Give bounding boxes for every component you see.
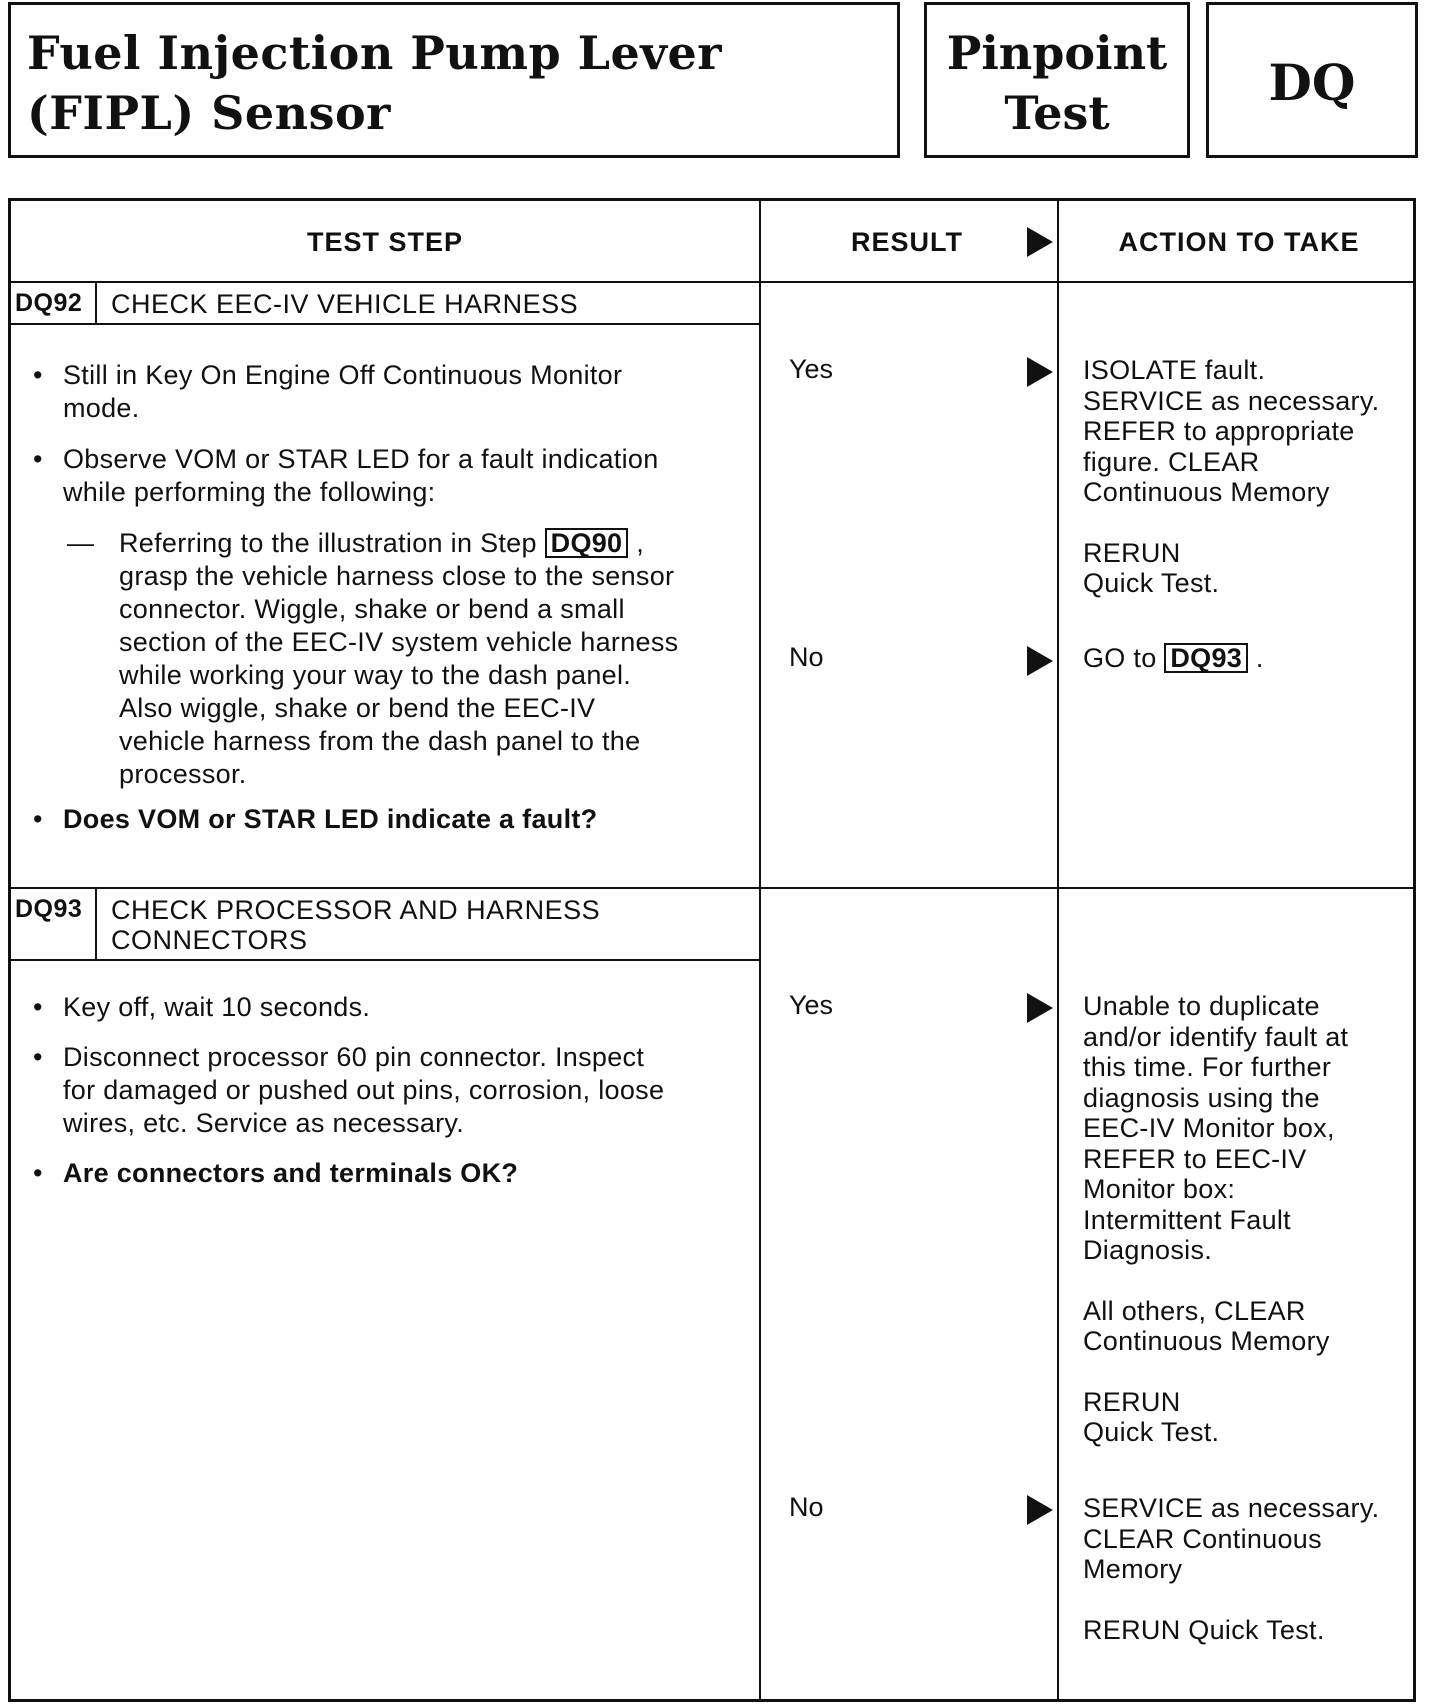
- result-yes: Yes: [789, 990, 834, 1020]
- instruction-line: wires, etc. Service as necessary.: [63, 1108, 465, 1138]
- step-code: DQ93: [15, 895, 83, 923]
- action-line: SERVICE as necessary.: [1083, 1493, 1380, 1523]
- action-text-period: .: [1255, 643, 1264, 673]
- result-no: No: [789, 1492, 824, 1522]
- dash-icon: —: [67, 528, 94, 558]
- instruction-line: Disconnect processor 60 pin connector. Inspect: [63, 1042, 645, 1072]
- column-header-result: [761, 201, 1057, 283]
- instruction-line: section of the EEC-IV system vehicle harness: [119, 627, 679, 657]
- title-box: [8, 2, 900, 158]
- result-header-label: RESULT: [851, 227, 963, 257]
- bullet-icon: •: [33, 1042, 43, 1072]
- step-instruction: [63, 1041, 664, 1140]
- test-label: Test: [1004, 86, 1110, 140]
- bullet-icon: •: [33, 992, 43, 1022]
- action-line: Continuous Memory: [1083, 1326, 1330, 1356]
- page-title-line2: (FIPL) Sensor: [27, 86, 391, 140]
- test-code-box: [1206, 2, 1418, 158]
- instruction-line: for damaged or pushed out pins, corrosion, loose: [63, 1075, 665, 1105]
- action-text: [1083, 355, 1379, 599]
- instruction-line: [119, 527, 678, 560]
- instruction-line: processor.: [119, 759, 247, 789]
- step-instruction: Key off, wait 10 seconds.: [63, 992, 371, 1022]
- action-line: Memory: [1083, 1554, 1183, 1584]
- step-header-dq92: [11, 283, 760, 325]
- action-line: All others, CLEAR: [1083, 1295, 1306, 1326]
- instruction-line: while working your way to the dash panel.: [119, 660, 632, 690]
- instruction-line: Still in Key On Engine Off Continuous Monitor: [63, 360, 623, 390]
- action-text-go: GO to: [1083, 643, 1157, 673]
- step-sub-instruction: [119, 527, 678, 791]
- step-code: DQ92: [15, 289, 83, 317]
- instruction-line: while performing the following:: [63, 477, 436, 507]
- action-line: Intermittent Fault: [1083, 1204, 1291, 1235]
- pinpoint-test-table: [8, 198, 1416, 1702]
- action-line: Unable to duplicate: [1083, 991, 1320, 1021]
- column-divider-action: [1057, 201, 1059, 1699]
- action-line: ISOLATE fault.: [1083, 355, 1266, 385]
- step-title-line: CONNECTORS: [111, 925, 308, 955]
- instruction-line: connector. Wiggle, shake or bend a small: [119, 594, 625, 624]
- action-line: CLEAR Continuous: [1083, 1523, 1322, 1554]
- action-line: RERUN: [1083, 1386, 1181, 1417]
- action-line: Continuous Memory: [1083, 477, 1330, 507]
- instruction-line: vehicle harness from the dash panel to the: [119, 726, 641, 756]
- step-reference-dq90: DQ90: [545, 528, 629, 558]
- instruction-line: mode.: [63, 393, 140, 423]
- result-arrow-icon: [1027, 227, 1053, 257]
- action-text: [1083, 991, 1348, 1448]
- step-reference-dq93[interactable]: DQ93: [1164, 643, 1248, 673]
- instruction-line: Observe VOM or STAR LED for a fault indication: [63, 444, 659, 474]
- step-title-line: CHECK PROCESSOR AND HARNESS: [111, 895, 601, 925]
- step-code-divider: [95, 889, 97, 959]
- instruction-text: Referring to the illustration in Step: [119, 528, 537, 558]
- instruction-text: ,: [636, 528, 644, 558]
- result-arrow-icon: [1027, 993, 1053, 1023]
- action-line: Monitor box:: [1083, 1174, 1236, 1204]
- step-instruction: [63, 359, 622, 425]
- step-title: CHECK EEC-IV VEHICLE HARNESS: [111, 289, 579, 319]
- action-line: Diagnosis.: [1083, 1235, 1213, 1265]
- bullet-icon: •: [33, 360, 43, 390]
- result-arrow-icon: [1027, 646, 1053, 676]
- step-question: Are connectors and terminals OK?: [63, 1158, 519, 1188]
- action-line: RERUN: [1083, 537, 1181, 568]
- step-question: Does VOM or STAR LED indicate a fault?: [63, 804, 598, 834]
- action-line: Quick Test.: [1083, 1417, 1220, 1447]
- result-arrow-icon: [1027, 357, 1053, 387]
- action-line: Quick Test.: [1083, 568, 1220, 598]
- action-line: SERVICE as necessary.: [1083, 385, 1380, 416]
- action-line: and/or identify fault at: [1083, 1021, 1349, 1052]
- bullet-icon: •: [33, 1158, 43, 1188]
- column-header-action: ACTION TO TAKE: [1118, 227, 1360, 257]
- test-code: DQ: [1268, 53, 1356, 112]
- result-arrow-icon: [1027, 1495, 1053, 1525]
- instruction-line: grasp the vehicle harness close to the sensor: [119, 561, 675, 591]
- result-no: No: [789, 642, 824, 672]
- action-text: [1083, 1493, 1379, 1645]
- action-line: EEC-IV Monitor box,: [1083, 1113, 1335, 1143]
- step-instruction: [63, 443, 659, 509]
- action-line: REFER to appropriate: [1083, 416, 1355, 446]
- instruction-line: Also wiggle, shake or bend the EEC-IV: [119, 693, 596, 723]
- pinpoint-test-box: [924, 2, 1190, 158]
- column-header-test-step: TEST STEP: [306, 227, 464, 257]
- action-line: figure. CLEAR: [1083, 446, 1260, 477]
- result-yes: Yes: [789, 354, 834, 384]
- action-text: [1083, 643, 1264, 674]
- step-header-dq93: [11, 889, 760, 961]
- bullet-icon: •: [33, 444, 43, 474]
- step-title: [111, 895, 600, 955]
- page-title-line1: Fuel Injection Pump Lever: [27, 26, 723, 80]
- bullet-icon: •: [33, 804, 43, 834]
- action-line: RERUN Quick Test.: [1083, 1614, 1325, 1645]
- action-line: diagnosis using the: [1083, 1082, 1320, 1113]
- step-code-divider: [95, 283, 97, 323]
- action-line: REFER to EEC-IV: [1083, 1143, 1307, 1174]
- action-line: this time. For further: [1083, 1052, 1332, 1082]
- pinpoint-label: Pinpoint: [946, 26, 1168, 80]
